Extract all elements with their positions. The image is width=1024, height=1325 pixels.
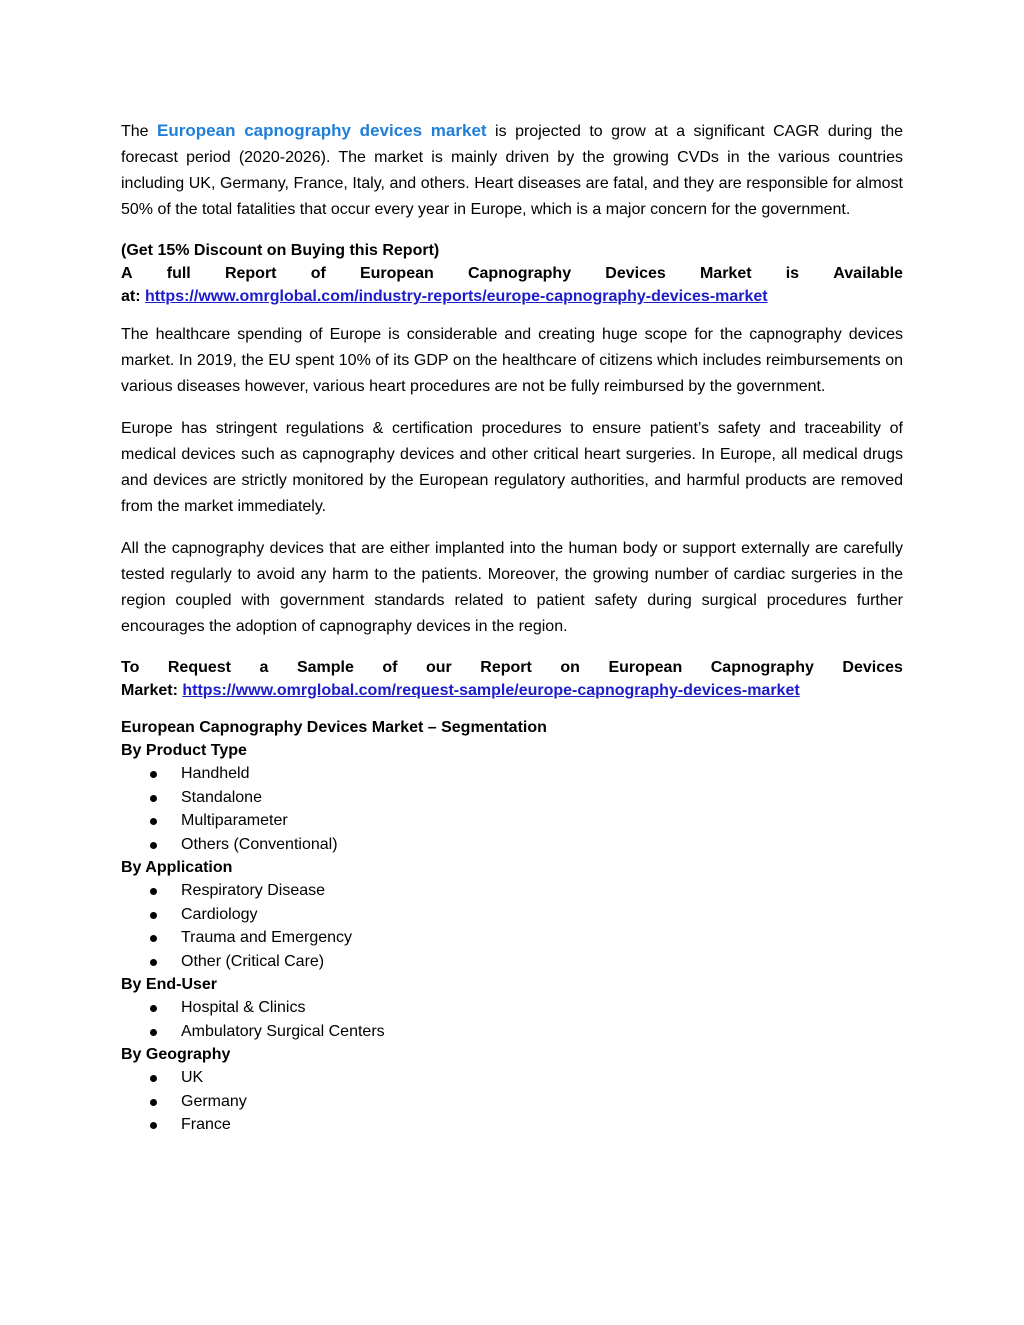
segment-item-label: Germany [181, 1092, 247, 1110]
healthcare-paragraph: The healthcare spending of Europe is considerable and creating huge scope for the capnography devices market. In 2019, the EU spent 10% of its GDP on the healthcare of citizens which includes reimbursements on various diseases however, various heart procedures are not be fully reimbursed by the government. [121, 326, 903, 395]
availability-word: Report [224, 265, 277, 282]
document-page [121, 118, 903, 1137]
bullet-icon [150, 1029, 157, 1036]
bullet-icon [150, 959, 157, 966]
segment-list-item [121, 950, 903, 974]
segment-item-label: Hospital & Clinics [181, 999, 306, 1016]
bullet-icon [150, 771, 157, 778]
segment-item-label: Multiparameter [181, 812, 288, 829]
availability-word: A [121, 265, 133, 282]
sample-request-line [121, 656, 903, 679]
discount-heading: (Get 15% Discount on Buying this Report) [121, 242, 440, 259]
segment-list-item [121, 762, 903, 786]
discount-block [121, 239, 903, 308]
sample-url-line [121, 679, 903, 702]
bullet-icon [150, 1099, 157, 1106]
sample-request-word: Devices [842, 659, 903, 676]
segment-list-item [121, 1113, 903, 1137]
intro-paragraph [121, 118, 903, 223]
sample-request-word: our [426, 659, 452, 676]
availability-word: Market [699, 265, 752, 282]
segment-item-label: Other (Critical Care) [181, 952, 325, 970]
bullet-icon [150, 888, 157, 895]
segment-list-item [121, 879, 903, 903]
segment-item-label: Handheld [181, 765, 250, 782]
intro-prefix: The [121, 123, 158, 140]
sample-url-link[interactable]: https://www.omrglobal.com/request-sample/europe-capnography-devices-market [182, 682, 800, 699]
intro-text: is projected to grow at a significant CAGR during the forecast period (2020-2026). The market is mainly driven by the growing CVDs in the various countries including UK, Germany, France, Italy, and others. Heart diseases are fatal, and they are responsible for almost 50% of the total fatalities that occur every year in Europe, which is a major concern for the government. [121, 123, 904, 218]
segment-list-item [121, 809, 903, 833]
availability-word: full [166, 265, 191, 282]
bullet-icon [150, 1075, 157, 1082]
segment-heading: By Product Type [121, 742, 247, 759]
bullet-icon [150, 1122, 157, 1129]
segment-heading: By Application [121, 859, 233, 876]
segmentation-section [121, 716, 903, 1137]
bullet-icon [150, 912, 157, 919]
bullet-icon [150, 935, 157, 942]
sample-request-word: European [608, 659, 683, 676]
segment-list-item [121, 1090, 903, 1114]
sample-request-word: Capnography [710, 659, 814, 676]
segment-list-item [121, 786, 903, 810]
segment-list-item [121, 903, 903, 927]
availability-word: is [785, 265, 800, 282]
bullet-icon [150, 818, 157, 825]
sample-request-word: Request [167, 659, 231, 676]
segment-list-item [121, 833, 903, 857]
availability-word: of [310, 265, 326, 282]
segment-item-label: Respiratory Disease [181, 882, 326, 899]
segment-list [121, 762, 903, 856]
at-label: at: [121, 288, 145, 305]
testing-paragraph: All the capnography devices that are either implanted into the human body or support externally are carefully tested regularly to avoid any harm to the patients. Moreover, the growing number of cardiac surgeries in the region coupled with government standards related to patient safety during surgical procedures further encourages the adoption of capnography devices in the region. [121, 540, 903, 635]
availability-word: European [359, 265, 434, 282]
bullet-icon [150, 1005, 157, 1012]
segment-heading: By End-User [121, 976, 218, 993]
bullet-icon [150, 842, 157, 849]
sample-request-word: of [382, 659, 398, 676]
availability-word: Available [833, 265, 903, 282]
segment-item-label: Standalone [181, 788, 262, 806]
segmentation-groups [121, 739, 903, 1137]
segment-item-label: Cardiology [181, 905, 258, 923]
market-link[interactable]: European capnography devices market [157, 121, 487, 140]
report-url-link[interactable]: https://www.omrglobal.com/industry-reports/europe-capnography-devices-market [145, 288, 768, 305]
segment-list [121, 996, 903, 1043]
segmentation-title: European Capnography Devices Market – Segmentation [121, 719, 547, 736]
segment-list-item [121, 996, 903, 1020]
availability-word: Capnography [467, 265, 572, 282]
sample-request-word: Report [480, 659, 532, 676]
segment-item-label: France [181, 1116, 231, 1133]
sample-request-word: on [560, 659, 580, 676]
sample-request-word: Sample [296, 659, 354, 676]
bullet-icon [150, 795, 157, 802]
report-availability-line [121, 262, 903, 285]
sample-request-word: To [121, 659, 140, 676]
segment-item-label: UK [181, 1069, 204, 1086]
segment-list-item [121, 1020, 903, 1044]
report-url-line [121, 285, 903, 308]
segment-item-label: Ambulatory Surgical Centers [181, 1022, 385, 1040]
segment-item-label: Trauma and Emergency [181, 929, 353, 946]
availability-word: Devices [605, 265, 666, 282]
segment-heading: By Geography [121, 1046, 231, 1063]
market-label: Market: [121, 682, 183, 699]
regulations-paragraph: Europe has stringent regulations & certification procedures to ensure patient’s safety and traceability of medical devices such as capnography devices and other critical heart surgeries. In Europe, all medical drugs and devices are strictly monitored by the European regulatory authorities, and harmful products are removed from the market immediately. [121, 420, 903, 515]
segment-list [121, 879, 903, 973]
segment-list-item [121, 926, 903, 950]
segment-list-item [121, 1066, 903, 1090]
segment-list [121, 1066, 903, 1137]
sample-block [121, 656, 903, 702]
sample-request-word: a [259, 659, 269, 676]
segment-item-label: Others (Conventional) [181, 835, 338, 853]
